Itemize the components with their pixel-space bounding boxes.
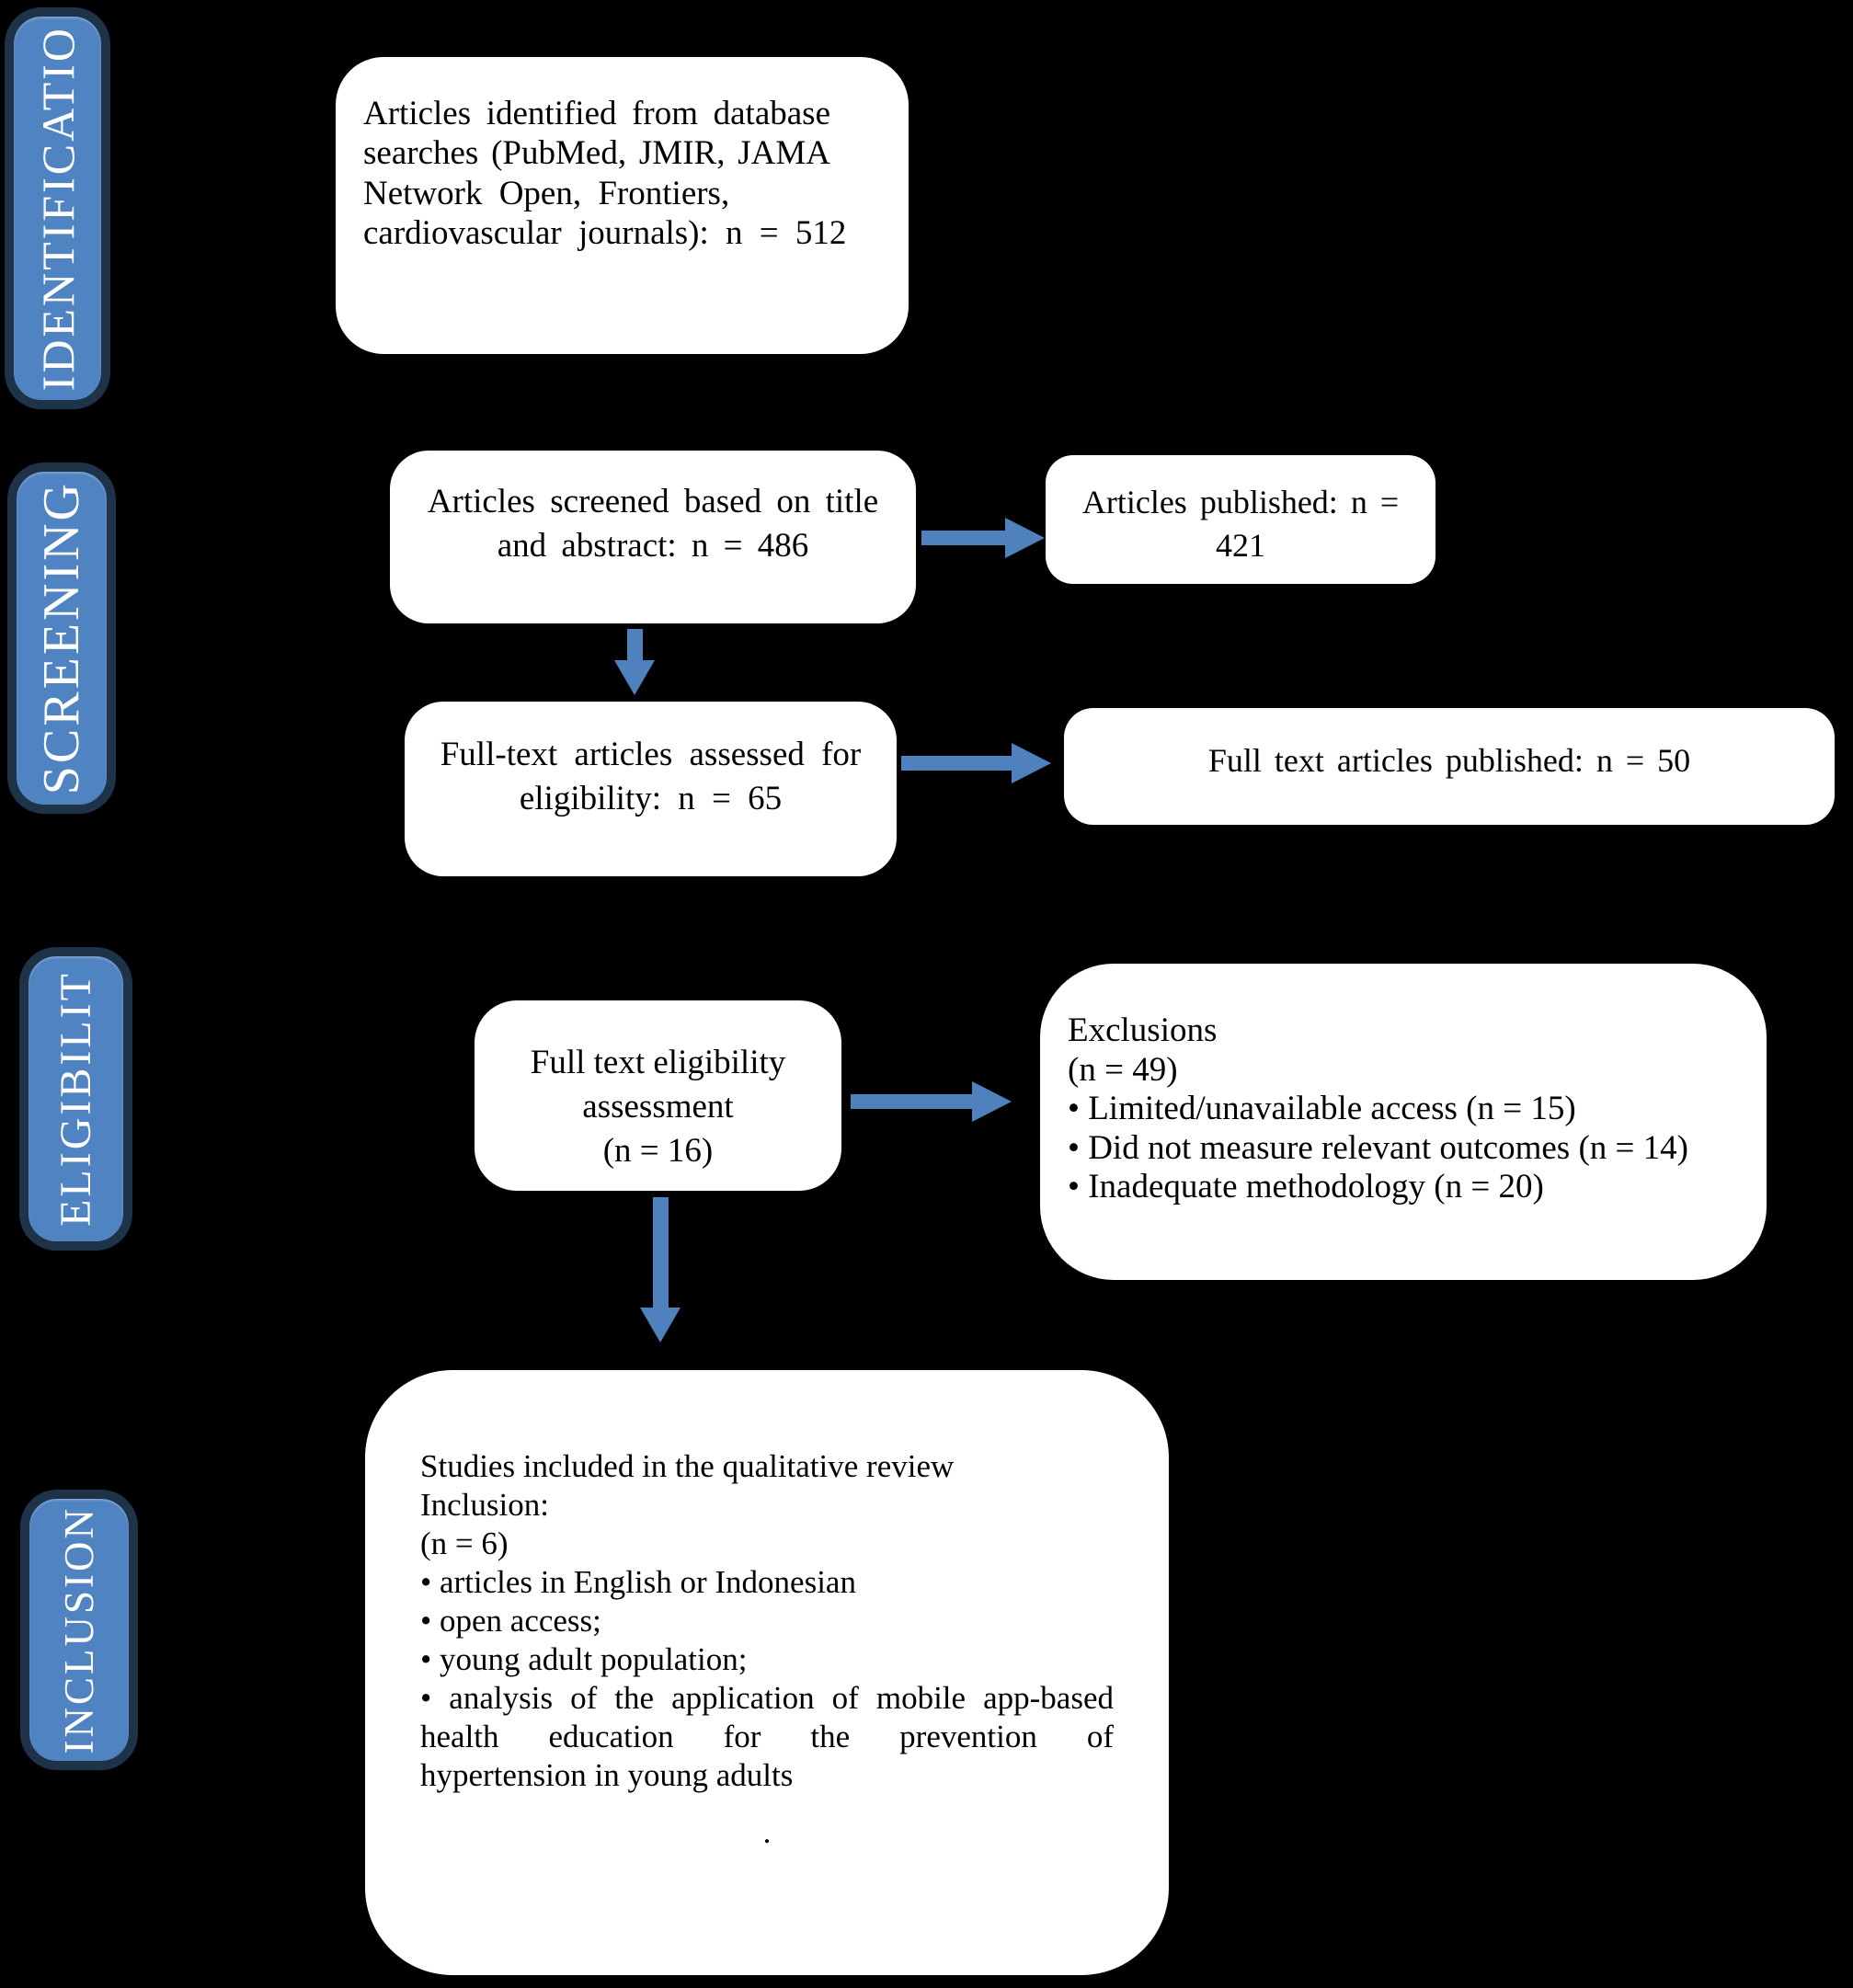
sidebar-stage-label: INCLUSION [56, 1505, 102, 1754]
arrow-down-icon [640, 1308, 681, 1342]
text-line: hypertension in young adults [420, 1757, 794, 1793]
text-line: and abstract: n = 486 [497, 527, 809, 566]
text-line: eligibility: n = 65 [519, 780, 783, 818]
sidebar-stage-inclusion [20, 1490, 138, 1770]
arrow-assessed-to-published-shaft [901, 756, 1013, 771]
sidebar-stage-eligibility [19, 947, 132, 1251]
text-line: health education for the prevention of [420, 1719, 1114, 1754]
text-line: • analysis of the application of mobile app-based [420, 1680, 1114, 1716]
text-line: searches (PubMed, JMIR, JAMA [363, 134, 830, 173]
text-line: 421 [1216, 526, 1265, 564]
arrow-assessment-to-inclusion-shaft [653, 1197, 669, 1309]
text-line: Full text articles published: n = 50 [1207, 742, 1691, 779]
text-line: Articles screened based on title [427, 483, 879, 520]
text-line: Inclusion: [420, 1487, 549, 1523]
box-eligibility-assessment [475, 1000, 841, 1191]
text-line: • young adult population; [420, 1641, 748, 1677]
sidebar-stage-label: SCREENING [33, 481, 90, 795]
text-line: (n = 16) [602, 1132, 714, 1171]
box-articles-screened [390, 451, 916, 623]
text-line: (n = 6) [420, 1525, 509, 1561]
sidebar-stage-label: IDENTIFICATIO [31, 25, 84, 392]
box-fulltext-assessed [405, 702, 897, 876]
box-articles-identified [336, 57, 909, 354]
box-fulltext-published [1064, 708, 1835, 825]
arrow-right-icon [972, 1081, 1012, 1122]
text-line: Exclusions [1068, 1011, 1218, 1049]
text-line: cardiovascular journals): n = 512 [363, 213, 847, 252]
text-line: • Limited/unavailable access (n = 15) [1068, 1090, 1576, 1128]
arrow-down-icon [614, 660, 655, 695]
text-line: Studies included in the qualitative review [420, 1448, 955, 1484]
text-line: Articles published: n = [1081, 484, 1400, 520]
box-studies-included [365, 1370, 1169, 1975]
trailing-period: . [762, 1814, 772, 1850]
sidebar-stage-screening [7, 463, 116, 814]
text-line: Articles identified from database [363, 95, 830, 132]
text-line: assessment [582, 1088, 734, 1126]
text-line: • Did not measure relevant outcomes (n = 14) [1068, 1128, 1688, 1167]
box-exclusions [1040, 964, 1767, 1280]
text-line: (n = 49) [1068, 1050, 1178, 1089]
arrow-screened-to-assessed-shaft [627, 629, 643, 662]
text-line: • Inadequate methodology (n = 20) [1068, 1168, 1544, 1206]
arrow-right-icon [1005, 518, 1045, 558]
sidebar-stage-identification [5, 7, 110, 409]
text-line: • open access; [420, 1603, 601, 1639]
arrow-screened-to-published-shaft [921, 531, 1008, 545]
box-articles-published [1046, 455, 1436, 584]
arrow-assessment-to-exclusions-shaft [851, 1094, 974, 1109]
sidebar-stage-label: ELIGIBILIT [51, 971, 100, 1227]
text-line: • articles in English or Indonesian [420, 1564, 856, 1600]
arrow-right-icon [1012, 743, 1051, 783]
text-line: Network Open, Frontiers, [363, 174, 730, 212]
text-line: Full-text articles assessed for [440, 736, 862, 773]
text-line: Full text eligibility [530, 1044, 786, 1081]
